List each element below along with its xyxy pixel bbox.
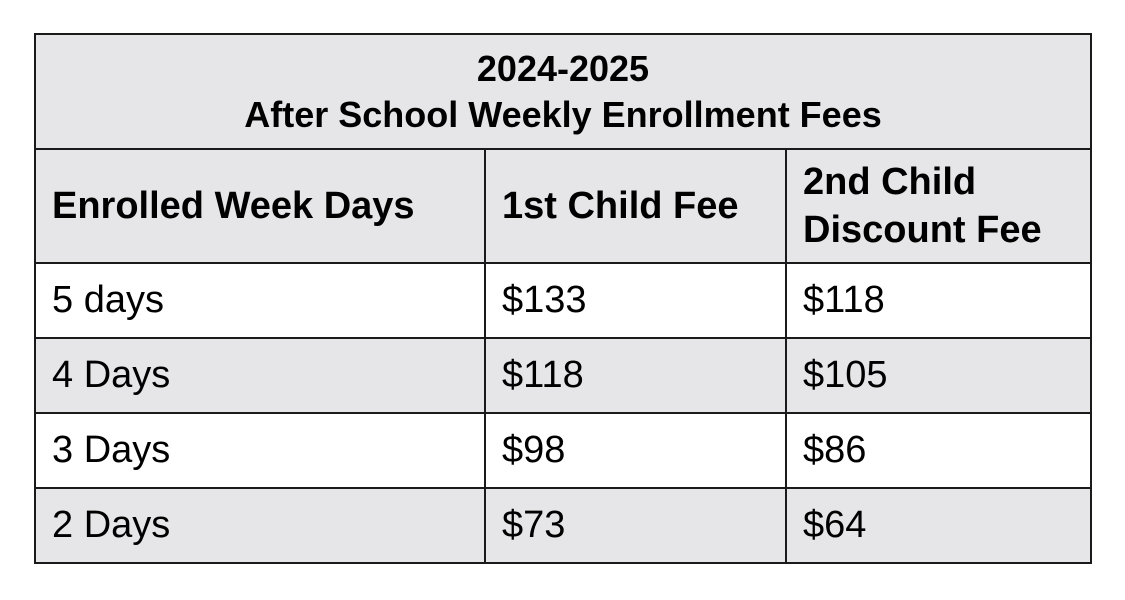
table-row <box>35 263 1091 338</box>
table-row <box>35 413 1091 488</box>
cell-days: 2 Days <box>35 488 485 563</box>
cell-1st-child-fee: $133 <box>485 263 786 338</box>
header-2nd-child-line1: 2nd Child <box>803 161 977 203</box>
header-2nd-child-line2: Discount Fee <box>803 209 1042 251</box>
header-row <box>35 149 1091 263</box>
header-enrolled-week-days: Enrolled Week Days <box>35 149 485 263</box>
cell-1st-child-fee: $98 <box>485 413 786 488</box>
cell-days: 5 days <box>35 263 485 338</box>
header-2nd-child-discount-fee <box>786 149 1091 263</box>
cell-2nd-child-fee: $64 <box>786 488 1091 563</box>
table-row <box>35 488 1091 563</box>
cell-2nd-child-fee: $118 <box>786 263 1091 338</box>
title-year: 2024-2025 <box>476 47 650 89</box>
cell-2nd-child-fee: $86 <box>786 413 1091 488</box>
cell-2nd-child-fee: $105 <box>786 338 1091 413</box>
fee-table <box>34 33 1092 564</box>
table-title <box>35 34 1091 149</box>
cell-days: 3 Days <box>35 413 485 488</box>
title-heading: After School Weekly Enrollment Fees <box>244 93 882 135</box>
cell-days: 4 Days <box>35 338 485 413</box>
cell-1st-child-fee: $73 <box>485 488 786 563</box>
cell-1st-child-fee: $118 <box>485 338 786 413</box>
table-row <box>35 338 1091 413</box>
header-1st-child-fee: 1st Child Fee <box>485 149 786 263</box>
title-row <box>35 34 1091 149</box>
